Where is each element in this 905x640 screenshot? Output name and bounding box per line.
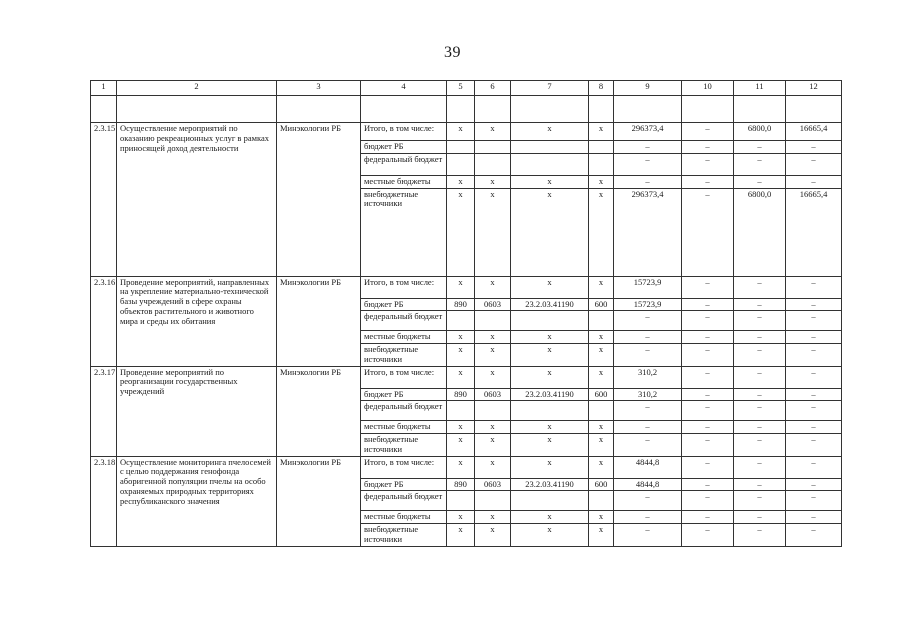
value-cell-9: – (614, 434, 682, 457)
value-cell-10: – (682, 188, 734, 276)
value-cell-6: x (475, 276, 511, 298)
value-cell-9: – (614, 141, 682, 154)
measure-name: Проведение мероприятий по реорганизации государственных учреждений (117, 366, 277, 456)
column-number: 9 (614, 81, 682, 96)
value-cell-8: x (589, 421, 614, 434)
column-number-header (91, 81, 842, 96)
value-cell-12: – (786, 388, 842, 401)
value-cell-9: 15723,9 (614, 298, 682, 311)
value-cell-10: – (682, 421, 734, 434)
value-cell-8: x (589, 511, 614, 524)
value-cell-6: x (475, 344, 511, 367)
column-number: 8 (589, 81, 614, 96)
value-cell-5: x (447, 421, 475, 434)
executor-name: Минэкологии РБ (277, 123, 361, 277)
column-number: 5 (447, 81, 475, 96)
measure-name: Осуществление мониторинга пчелосемей с целью поддержания генофонда аборигенной популяции пчелы на особо охраняемых природных территориях республиканского значения (117, 456, 277, 546)
value-cell-10: – (682, 366, 734, 388)
measure-code: 2.3.15 (91, 123, 117, 277)
value-cell-10: – (682, 141, 734, 154)
measure-code: 2.3.17 (91, 366, 117, 456)
value-cell-7 (511, 141, 589, 154)
funding-source: бюджет РБ (361, 388, 447, 401)
funding-source: федеральный бюджет (361, 401, 447, 421)
value-cell-11: – (734, 491, 786, 511)
value-cell-5 (447, 491, 475, 511)
funding-source: федеральный бюджет (361, 491, 447, 511)
value-cell-11: – (734, 331, 786, 344)
value-cell-9: 296373,4 (614, 188, 682, 276)
value-cell-7 (511, 153, 589, 175)
value-cell-7: 23.2.03.41190 (511, 478, 589, 491)
value-cell-9: – (614, 311, 682, 331)
value-cell-7: 23.2.03.41190 (511, 298, 589, 311)
value-cell-11: – (734, 421, 786, 434)
value-cell-12: – (786, 456, 842, 478)
value-cell-10: – (682, 123, 734, 141)
value-cell-9: – (614, 331, 682, 344)
value-cell-8: x (589, 456, 614, 478)
value-cell-6 (475, 311, 511, 331)
column-number: 11 (734, 81, 786, 96)
funding-source: Итого, в том числе: (361, 276, 447, 298)
budget-table (90, 80, 842, 547)
funding-source: бюджет РБ (361, 141, 447, 154)
value-cell-6: x (475, 421, 511, 434)
value-cell-11: – (734, 153, 786, 175)
value-cell-12: – (786, 478, 842, 491)
value-cell-8 (589, 311, 614, 331)
funding-source: местные бюджеты (361, 421, 447, 434)
funding-source: местные бюджеты (361, 511, 447, 524)
column-number: 10 (682, 81, 734, 96)
value-cell-12: – (786, 141, 842, 154)
value-cell-11: – (734, 298, 786, 311)
value-cell-11: – (734, 311, 786, 331)
column-number: 6 (475, 81, 511, 96)
executor-name: Минэкологии РБ (277, 366, 361, 456)
value-cell-8: x (589, 434, 614, 457)
value-cell-12: – (786, 153, 842, 175)
value-cell-12: – (786, 331, 842, 344)
funding-source: бюджет РБ (361, 298, 447, 311)
value-cell-5 (447, 401, 475, 421)
value-cell-5: x (447, 456, 475, 478)
value-cell-6 (475, 153, 511, 175)
value-cell-12: 16665,4 (786, 188, 842, 276)
value-cell-7: x (511, 434, 589, 457)
value-cell-7: x (511, 123, 589, 141)
value-cell-11: – (734, 401, 786, 421)
value-cell-5: x (447, 434, 475, 457)
value-cell-10: – (682, 344, 734, 367)
value-cell-5: 890 (447, 478, 475, 491)
value-cell-12: – (786, 511, 842, 524)
executor-name: Минэкологии РБ (277, 276, 361, 366)
funding-source: местные бюджеты (361, 175, 447, 188)
value-cell-10: – (682, 175, 734, 188)
budget-table-sheet (90, 80, 841, 595)
value-cell-6 (475, 491, 511, 511)
value-cell-9: – (614, 421, 682, 434)
value-cell-9: 4844,8 (614, 456, 682, 478)
empty-row (91, 96, 842, 123)
value-cell-11: – (734, 524, 786, 547)
value-cell-7 (511, 401, 589, 421)
value-cell-8: x (589, 175, 614, 188)
value-cell-11: – (734, 388, 786, 401)
value-cell-9: – (614, 524, 682, 547)
value-cell-11: – (734, 175, 786, 188)
value-cell-5: 890 (447, 298, 475, 311)
value-cell-7: x (511, 421, 589, 434)
value-cell-5: x (447, 175, 475, 188)
table-row (91, 123, 842, 141)
value-cell-8 (589, 153, 614, 175)
value-cell-5: x (447, 188, 475, 276)
funding-source: федеральный бюджет (361, 153, 447, 175)
value-cell-12: – (786, 491, 842, 511)
measure-name: Осуществление мероприятий по оказанию рекреационных услуг в рамках приносящей доход деятельности (117, 123, 277, 277)
value-cell-11: – (734, 344, 786, 367)
value-cell-12: – (786, 434, 842, 457)
value-cell-7: x (511, 456, 589, 478)
value-cell-5 (447, 141, 475, 154)
value-cell-11: – (734, 478, 786, 491)
value-cell-10: – (682, 524, 734, 547)
value-cell-5 (447, 153, 475, 175)
value-cell-5 (447, 311, 475, 331)
value-cell-9: 15723,9 (614, 276, 682, 298)
value-cell-11: – (734, 456, 786, 478)
value-cell-5: x (447, 123, 475, 141)
value-cell-7: x (511, 366, 589, 388)
value-cell-12: – (786, 276, 842, 298)
value-cell-11: 6800,0 (734, 123, 786, 141)
value-cell-5: x (447, 366, 475, 388)
column-number: 12 (786, 81, 842, 96)
measure-name: Проведение мероприятий, направленных на укрепление материально-технической базы учреждений в сфере охраны объектов растительного и животного мира и среды их обитания (117, 276, 277, 366)
value-cell-10: – (682, 331, 734, 344)
value-cell-10: – (682, 456, 734, 478)
column-number: 4 (361, 81, 447, 96)
value-cell-6: 0603 (475, 478, 511, 491)
value-cell-10: – (682, 276, 734, 298)
funding-source: внебюджетные источники (361, 524, 447, 547)
value-cell-8: 600 (589, 478, 614, 491)
value-cell-6: x (475, 175, 511, 188)
value-cell-8: x (589, 123, 614, 141)
value-cell-6: x (475, 331, 511, 344)
value-cell-10: – (682, 478, 734, 491)
value-cell-7: 23.2.03.41190 (511, 388, 589, 401)
value-cell-5: x (447, 331, 475, 344)
value-cell-8: x (589, 276, 614, 298)
value-cell-12: – (786, 401, 842, 421)
value-cell-11: 6800,0 (734, 188, 786, 276)
value-cell-12: – (786, 175, 842, 188)
value-cell-9: – (614, 344, 682, 367)
value-cell-6: x (475, 511, 511, 524)
value-cell-9: – (614, 401, 682, 421)
value-cell-7 (511, 311, 589, 331)
funding-source: Итого, в том числе: (361, 123, 447, 141)
value-cell-7 (511, 491, 589, 511)
table-row (91, 366, 842, 388)
value-cell-5: x (447, 344, 475, 367)
column-number: 3 (277, 81, 361, 96)
value-cell-12: – (786, 311, 842, 331)
value-cell-5: x (447, 511, 475, 524)
value-cell-9: – (614, 175, 682, 188)
value-cell-6: 0603 (475, 388, 511, 401)
value-cell-9: – (614, 153, 682, 175)
value-cell-8 (589, 491, 614, 511)
value-cell-10: – (682, 388, 734, 401)
value-cell-9: – (614, 491, 682, 511)
value-cell-10: – (682, 434, 734, 457)
table-row (91, 276, 842, 298)
value-cell-12: 16665,4 (786, 123, 842, 141)
measure-code: 2.3.18 (91, 456, 117, 546)
column-number: 7 (511, 81, 589, 96)
value-cell-12: – (786, 421, 842, 434)
value-cell-8: x (589, 344, 614, 367)
value-cell-8: 600 (589, 298, 614, 311)
value-cell-8 (589, 401, 614, 421)
funding-source: Итого, в том числе: (361, 456, 447, 478)
value-cell-7: x (511, 331, 589, 344)
value-cell-12: – (786, 298, 842, 311)
value-cell-11: – (734, 511, 786, 524)
value-cell-11: – (734, 276, 786, 298)
value-cell-9: 310,2 (614, 388, 682, 401)
value-cell-7: x (511, 344, 589, 367)
value-cell-8: x (589, 366, 614, 388)
value-cell-11: – (734, 366, 786, 388)
value-cell-7: x (511, 276, 589, 298)
value-cell-12: – (786, 344, 842, 367)
value-cell-9: 4844,8 (614, 478, 682, 491)
value-cell-10: – (682, 401, 734, 421)
value-cell-10: – (682, 491, 734, 511)
executor-name: Минэкологии РБ (277, 456, 361, 546)
value-cell-6: x (475, 366, 511, 388)
value-cell-9: – (614, 511, 682, 524)
funding-source: федеральный бюджет (361, 311, 447, 331)
value-cell-6: x (475, 434, 511, 457)
value-cell-5: 890 (447, 388, 475, 401)
value-cell-6: x (475, 524, 511, 547)
value-cell-10: – (682, 298, 734, 311)
value-cell-8: x (589, 331, 614, 344)
value-cell-9: 310,2 (614, 366, 682, 388)
value-cell-9: 296373,4 (614, 123, 682, 141)
page-number: 39 (444, 44, 461, 61)
value-cell-8: x (589, 524, 614, 547)
funding-source: внебюджетные источники (361, 434, 447, 457)
value-cell-6: 0603 (475, 298, 511, 311)
value-cell-6 (475, 141, 511, 154)
value-cell-5: x (447, 524, 475, 547)
table-row (91, 456, 842, 478)
value-cell-6 (475, 401, 511, 421)
funding-source: местные бюджеты (361, 331, 447, 344)
value-cell-7: x (511, 524, 589, 547)
value-cell-7: x (511, 175, 589, 188)
value-cell-6: x (475, 123, 511, 141)
value-cell-11: – (734, 141, 786, 154)
value-cell-8: x (589, 188, 614, 276)
value-cell-7: x (511, 511, 589, 524)
value-cell-8 (589, 141, 614, 154)
measure-code: 2.3.16 (91, 276, 117, 366)
value-cell-6: x (475, 188, 511, 276)
value-cell-12: – (786, 366, 842, 388)
value-cell-5: x (447, 276, 475, 298)
funding-source: внебюджетные источники (361, 344, 447, 367)
column-number: 2 (117, 81, 277, 96)
value-cell-10: – (682, 311, 734, 331)
value-cell-8: 600 (589, 388, 614, 401)
funding-source: внебюджетные источники (361, 188, 447, 276)
value-cell-11: – (734, 434, 786, 457)
funding-source: Итого, в том числе: (361, 366, 447, 388)
funding-source: бюджет РБ (361, 478, 447, 491)
value-cell-7: x (511, 188, 589, 276)
value-cell-10: – (682, 153, 734, 175)
value-cell-12: – (786, 524, 842, 547)
value-cell-10: – (682, 511, 734, 524)
column-number: 1 (91, 81, 117, 96)
value-cell-6: x (475, 456, 511, 478)
